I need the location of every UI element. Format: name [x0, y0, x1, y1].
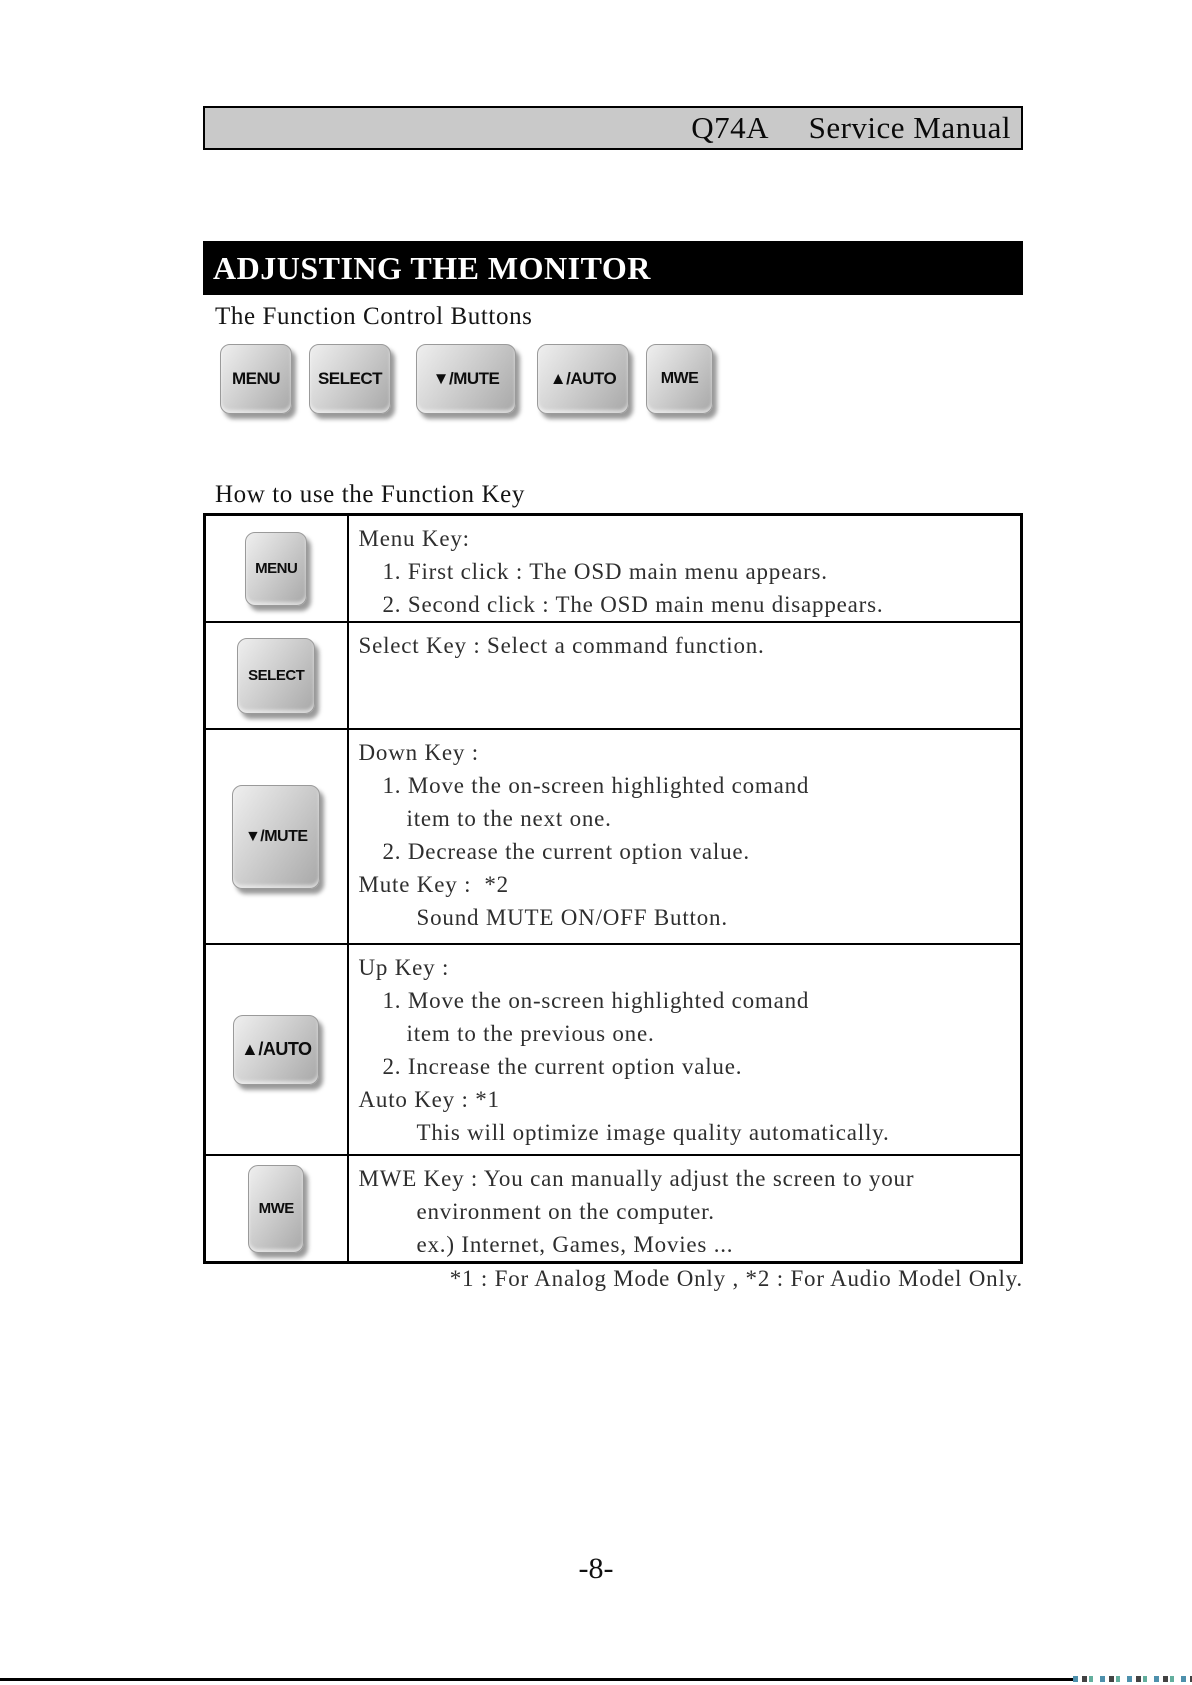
function-key-heading: How to use the Function Key — [215, 481, 525, 508]
key-label: MENU — [231, 369, 281, 388]
table-text-line: Select Key : Select a command function. — [358, 633, 765, 658]
scan-artifact — [1073, 1676, 1192, 1682]
table-text-line: 1. Move the on-screen highlighted comand — [382, 773, 810, 798]
header-bar — [203, 106, 1023, 150]
table-text-line: MWE Key : You can manually adjust the screen to your — [358, 1166, 915, 1191]
table-text-line: 2. Second click : The OSD main menu disappears. — [382, 592, 884, 617]
section-banner — [203, 241, 1023, 295]
table-text-line: Sound MUTE ON/OFF Button. — [416, 905, 728, 930]
key-image-cell — [205, 515, 348, 623]
key-label: ▲/AUTO — [241, 1039, 312, 1059]
table-text-line: Up Key : — [358, 955, 450, 980]
key-label: MENU — [255, 560, 298, 577]
key-image-cell — [205, 944, 348, 1155]
document-title: Q74A Service Manual — [691, 110, 1011, 145]
function-key-table — [203, 513, 1023, 1264]
key-image-cell — [205, 622, 348, 729]
down-mute-key-image — [416, 344, 516, 414]
footnote: *1 : For Analog Mode Only , *2 : For Audio Model Only. — [449, 1266, 1023, 1291]
up-auto-key-image — [233, 1015, 319, 1085]
table-row-menu — [205, 515, 1022, 623]
key-label: SELECT — [248, 667, 305, 684]
key-label: ▲/AUTO — [549, 369, 617, 388]
table-text-line: 1. First click : The OSD main menu appears. — [382, 559, 828, 584]
table-text-line: Menu Key: — [358, 526, 470, 551]
table-row-up-auto — [205, 944, 1022, 1155]
controls-heading: The Function Control Buttons — [215, 303, 533, 330]
table-text-line: 1. Move the on-screen highlighted comand — [382, 988, 810, 1013]
table-text-line: item to the next one. — [406, 806, 612, 831]
table-text-line: Mute Key : *2 — [358, 872, 509, 897]
menu-key-image — [245, 532, 307, 606]
table-text-line: Auto Key : *1 — [358, 1087, 500, 1112]
table-text-line: item to the previous one. — [406, 1021, 655, 1046]
table-row-mwe — [205, 1155, 1022, 1263]
table-text-line: Down Key : — [358, 740, 479, 765]
up-auto-key-image — [537, 344, 629, 414]
bottom-rule — [0, 1678, 1073, 1681]
section-banner-text: ADJUSTING THE MONITOR — [213, 249, 651, 286]
select-key-image — [309, 344, 391, 414]
table-text-line: This will optimize image quality automatically. — [416, 1120, 890, 1145]
table-text-line: ex.) Internet, Games, Movies ... — [416, 1232, 734, 1257]
table-text-line: 2. Decrease the current option value. — [382, 839, 750, 864]
description-cell — [348, 944, 1022, 1155]
table-text-line: 2. Increase the current option value. — [382, 1054, 743, 1079]
description-cell — [348, 622, 1022, 729]
table-row-select — [205, 622, 1022, 729]
description-cell — [348, 729, 1022, 944]
description-cell — [348, 515, 1022, 623]
description-cell — [348, 1155, 1022, 1263]
mwe-key-image — [646, 344, 713, 414]
mwe-key-image — [248, 1165, 304, 1253]
key-label: MWE — [258, 1200, 294, 1217]
control-buttons-row — [220, 344, 713, 414]
key-image-cell — [205, 729, 348, 944]
key-label: SELECT — [317, 369, 383, 388]
key-label: ▼/MUTE — [432, 369, 500, 388]
down-mute-key-image — [232, 785, 320, 889]
key-label: ▼/MUTE — [244, 827, 308, 845]
table-text-line: environment on the computer. — [416, 1199, 715, 1224]
menu-key-image — [220, 344, 292, 414]
table-row-down-mute — [205, 729, 1022, 944]
key-label: MWE — [660, 370, 699, 387]
page-number: -8- — [578, 1552, 614, 1585]
key-image-cell — [205, 1155, 348, 1263]
select-key-image — [237, 638, 315, 714]
